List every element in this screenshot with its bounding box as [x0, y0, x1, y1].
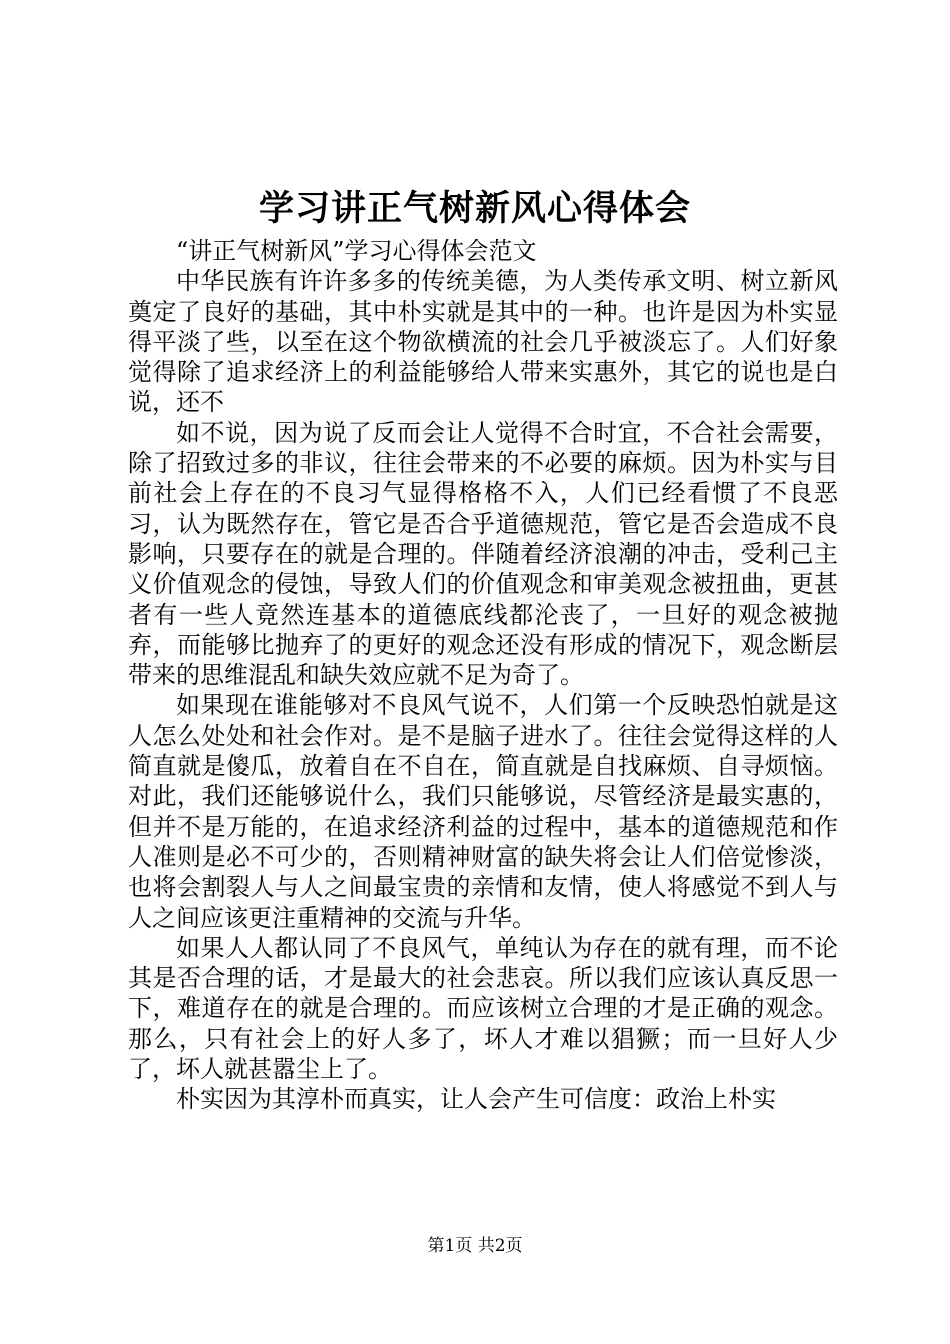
body-paragraph: 如不说，因为说了反而会让人觉得不合时宜，不合社会需要，除了招致过多的非议，往往会带来的不必要的麻烦。因为朴实与目前社会上存在的不良习气显得格格不入，人们已经看惯了不良恶习，认为既然存在，管它是否合乎道德规范，管它是否会造成不良影响，只要存在的就是合理的。伴随着经济浪潮的冲击，受利己主义价值观念的侵蚀，导致人们的价值观念和审美观念被扭曲，更甚者有一些人竟然连基本的道德底线都沦丧了，一旦好的观念被抛弃，而能够比抛弃了的更好的观念还没有形成的情况下，观念断层带来的思维混乱和缺失效应就不足为奇了。 — [128, 418, 838, 690]
body-paragraph: 朴实因为其淳朴而真实，让人会产生可信度：政治上朴实 — [176, 1085, 776, 1114]
body-paragraph: 如果人人都认同了不良风气，单纯认为存在的就有理，而不论其是否合理的话，才是最大的社会悲哀。所以我们应该认真反思一下，难道存在的就是合理的。而应该树立合理的才是正确的观念。那么，只有社会上的好人多了，坏人才难以猖獗；而一旦好人少了，坏人就甚嚣尘上了。 — [128, 933, 838, 1084]
body-paragraph: 中华民族有许许多多的传统美德，为人类传承文明、树立新风奠定了良好的基础，其中朴实就是其中的一种。也许是因为朴实显得平淡了些，以至在这个物欲横流的社会几乎被淡忘了。人们好象觉得除了追求经济上的利益能够给人带来实惠外，其它的说也是白说，还不 — [128, 267, 838, 417]
page-number-footer: 第1页 共2页 — [427, 1236, 523, 1256]
document-body — [128, 236, 838, 1115]
subtitle-paragraph: “讲正气树新风”学习心得体会范文 — [176, 237, 537, 265]
body-paragraph: 如果现在谁能够对不良风气说不，人们第一个反映恐怕就是这人怎么处处和社会作对。是不是脑子进水了。往往会觉得这样的人简直就是傻瓜，放着自在不自在，简直就是自找麻烦、自寻烦恼。对此，我们还能够说什么，我们只能够说，尽管经济是最实惠的，但并不是万能的，在追求经济利益的过程中，基本的道德规范和作人准则是必不可少的，否则精神财富的缺失将会让人们倍觉惨淡，也将会割裂人与人之间最宝贵的亲情和友情，使人将感觉不到人与人之间应该更注重精神的交流与升华。 — [128, 691, 838, 932]
document-title: 学习讲正气树新风心得体会 — [258, 188, 691, 229]
